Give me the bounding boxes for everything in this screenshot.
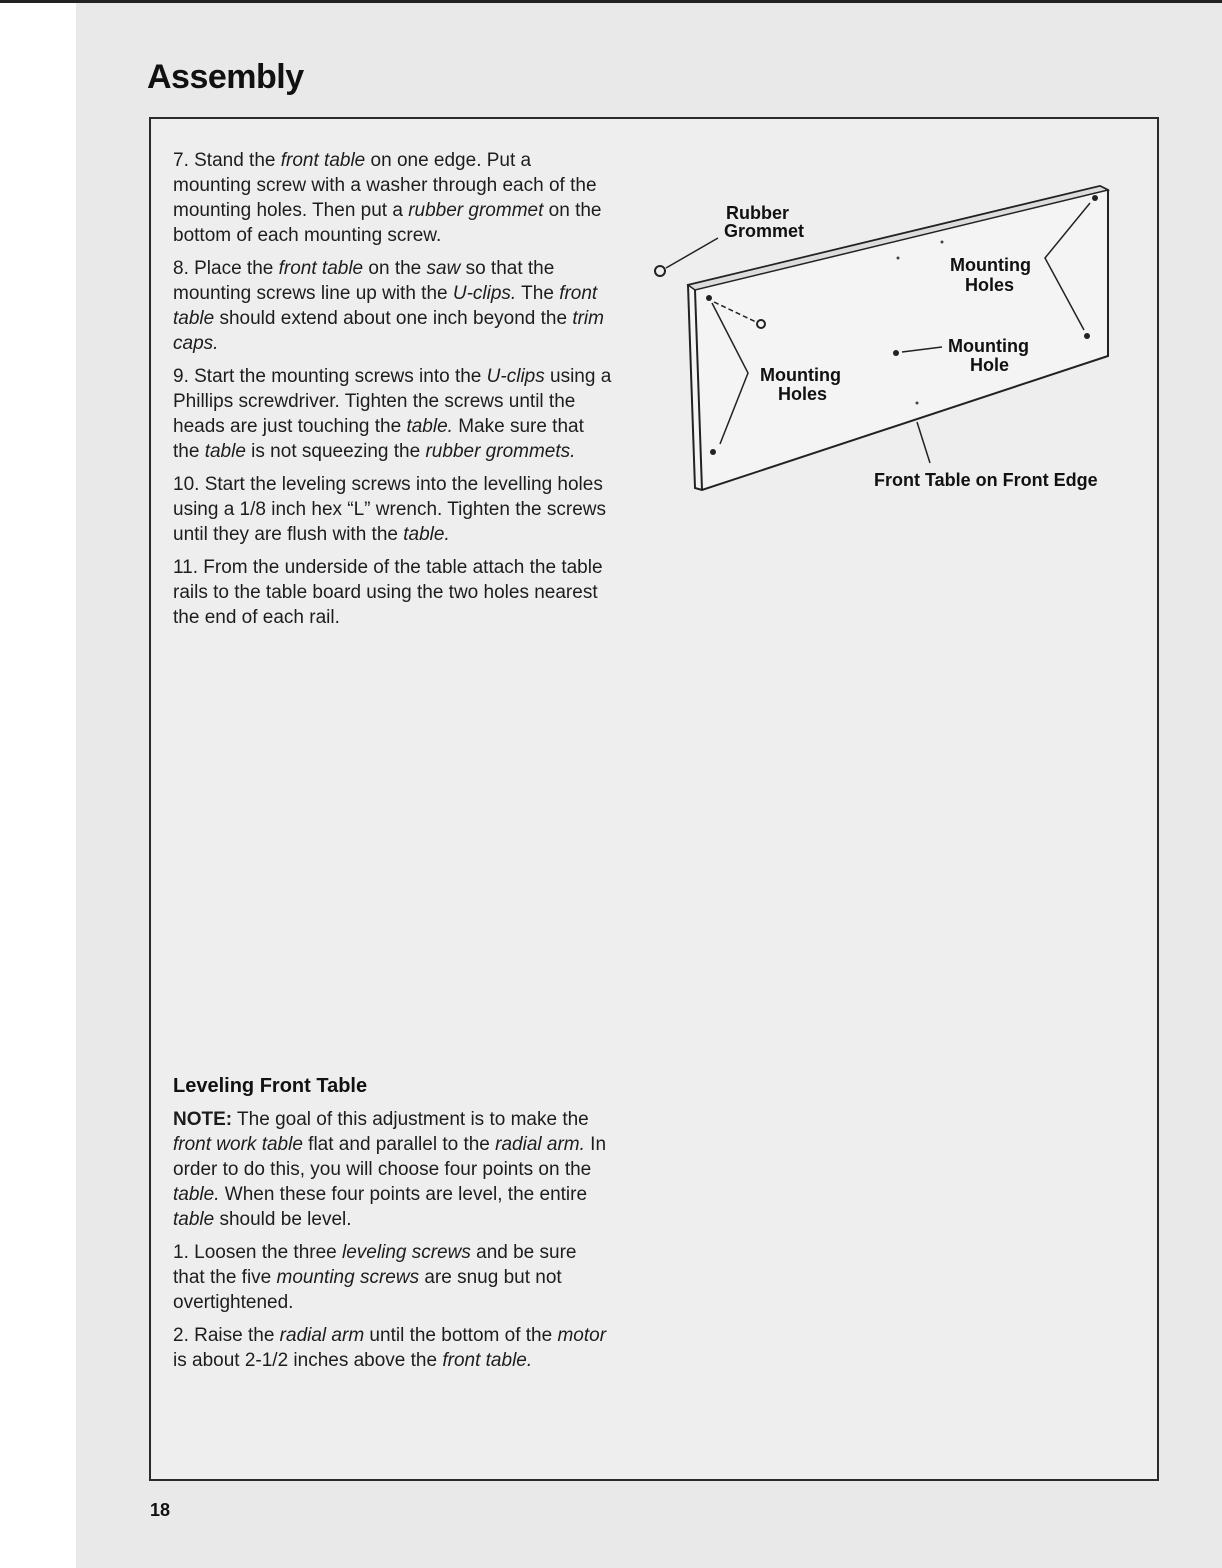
emphasis-term: radial arm. xyxy=(495,1134,585,1155)
emphasis-term: rubber grommet xyxy=(408,200,544,221)
diagram-svg xyxy=(640,170,1140,510)
mounting-hole-icon xyxy=(706,295,712,301)
mounting-hole-icon xyxy=(893,350,899,356)
mounting-hole-icon xyxy=(710,449,716,455)
note-label: NOTE: xyxy=(173,1109,233,1130)
mounting-hole-icon xyxy=(1092,195,1098,201)
label-rubber-grommet-line2: Grommet xyxy=(724,221,805,241)
step-paragraph: 7. Stand the front table on one edge. Put a mounting screw with a washer through each of the mounting holes. Then put a rubber grommet on the bottom of each mounting screw. xyxy=(173,150,602,246)
emphasis-term: front table xyxy=(280,150,366,171)
label-mounting-hole-line2: Hole xyxy=(970,355,1010,375)
emphasis-term: rubber grommets. xyxy=(425,441,576,462)
emphasis-term: U-clips xyxy=(486,366,545,387)
label-rubber-grommet-line1: Rubber xyxy=(726,203,789,223)
leader-line xyxy=(666,238,718,268)
note-paragraph xyxy=(173,1107,613,1232)
emphasis-term: table xyxy=(173,1209,215,1230)
section-heading: Leveling Front Table xyxy=(173,1075,368,1097)
step-paragraph: 9. Start the mounting screws into the U-clips using a Phillips screwdriver. Tighten the screws until the heads are just touching the table. Make sure that the table is not squeezing the rubber grommets. xyxy=(173,366,612,462)
label-mounting-hole-line1: Mounting xyxy=(948,336,1029,356)
note-text: The goal of this adjustment is to make the front work table flat and parallel to the radial arm. In order to do this, you will choose four points on the table. When these four points are level, the entire table should be level. xyxy=(173,1109,607,1230)
emphasis-term: table. xyxy=(173,1184,220,1205)
label-mounting-holes-right-line1: Mounting xyxy=(950,255,1031,275)
page-number: 18 xyxy=(150,1500,171,1520)
label-mounting-holes-right-line2: Holes xyxy=(965,275,1015,295)
assembly-steps xyxy=(173,148,613,638)
leveling-section xyxy=(173,1074,613,1381)
mounting-hole-icon xyxy=(1084,333,1090,339)
step-paragraph: 11. From the underside of the table attach the table rails to the table board using the two holes nearest the end of each rail. xyxy=(173,557,603,628)
page-title: Assembly xyxy=(147,58,304,96)
emphasis-term: table. xyxy=(403,524,450,545)
emphasis-term: U-clips. xyxy=(452,283,517,304)
label-mounting-holes-left-line2: Holes xyxy=(778,384,828,404)
emphasis-term: saw xyxy=(426,258,461,279)
leveling-hole-icon xyxy=(941,241,944,244)
emphasis-term: mounting screws xyxy=(276,1267,420,1288)
emphasis-term: front table xyxy=(278,258,364,279)
emphasis-term: table xyxy=(204,441,246,462)
rubber-grommet-icon xyxy=(655,266,665,276)
step-paragraph: 2. Raise the radial arm until the bottom of the motor is about 2-1/2 inches above the front table. xyxy=(173,1325,607,1371)
step-paragraph: 8. Place the front table on the saw so that the mounting screws line up with the U-clips. The front table should extend about one inch beyond the trim caps. xyxy=(173,258,604,354)
emphasis-term: front table xyxy=(173,283,598,329)
step-paragraph: 1. Loosen the three leveling screws and be sure that the five mounting screws are snug but not overtightened. xyxy=(173,1242,577,1313)
emphasis-term: front work table xyxy=(173,1134,303,1155)
leveling-hole-icon xyxy=(916,402,919,405)
emphasis-term: radial arm xyxy=(279,1325,365,1346)
emphasis-term: leveling screws xyxy=(342,1242,471,1263)
label-mounting-holes-left-line1: Mounting xyxy=(760,365,841,385)
emphasis-term: front table. xyxy=(442,1350,533,1371)
leader-line xyxy=(917,422,930,463)
figure-caption: Front Table on Front Edge xyxy=(874,470,1098,490)
front-table-diagram xyxy=(640,170,1140,510)
step-paragraph: 10. Start the leveling screws into the levelling holes using a 1/8 inch hex “L” wrench. Tighten the screws until they are flush with the table. xyxy=(173,474,607,545)
emphasis-term: motor xyxy=(557,1325,607,1346)
emphasis-term: trim caps. xyxy=(173,308,604,354)
leveling-hole-icon xyxy=(897,257,900,260)
emphasis-term: table. xyxy=(406,416,453,437)
